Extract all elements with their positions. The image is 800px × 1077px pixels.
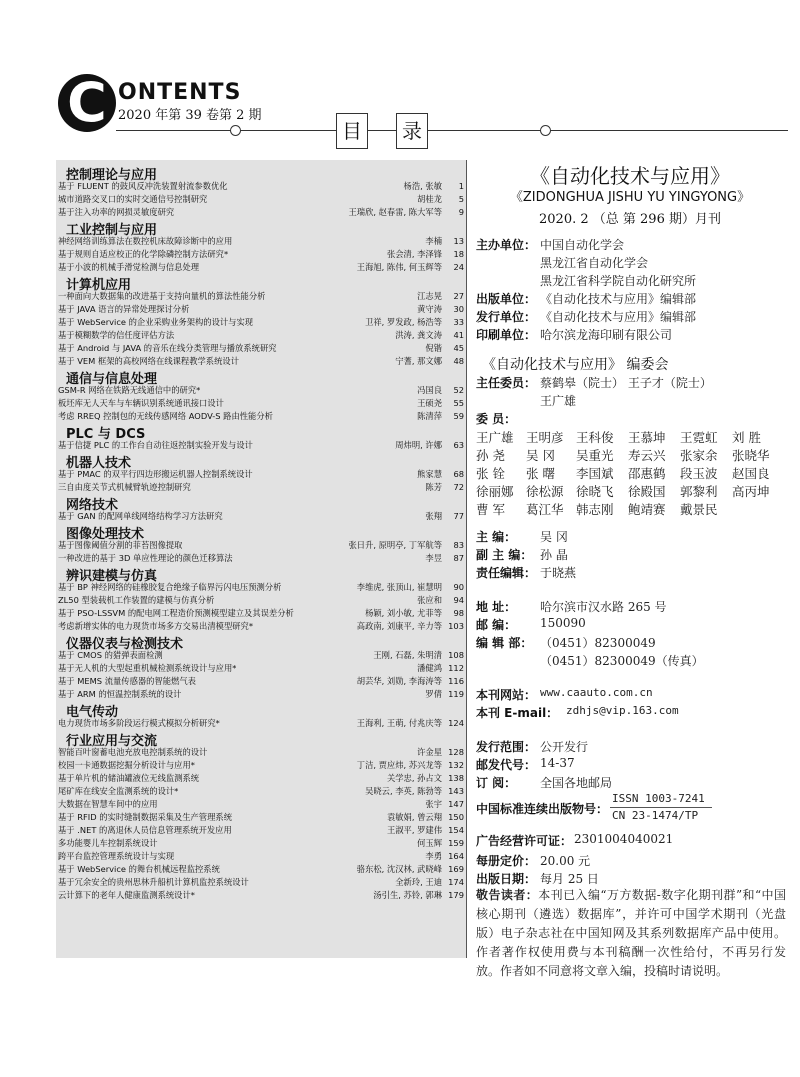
toc-entry[interactable] xyxy=(56,876,466,889)
toc-entry[interactable] xyxy=(56,235,466,248)
toc-entry-page: 68 xyxy=(453,469,464,479)
scope-label: 发行范围： xyxy=(476,740,537,754)
toc-entry[interactable] xyxy=(56,539,466,552)
chief-editor-label: 主 编： xyxy=(476,530,517,544)
toc-entry[interactable] xyxy=(56,342,466,355)
toc-entry-page: 27 xyxy=(453,291,464,301)
toc-entry-page: 33 xyxy=(453,317,464,327)
toc-entry-authors: 关学忠, 孙占文 xyxy=(386,773,442,783)
email-label: 本刊 E-mail： xyxy=(476,706,559,720)
toc-entry[interactable] xyxy=(56,193,466,206)
chief-editor: 吴 冈 xyxy=(540,530,568,544)
toc-entry-authors: 倪锴 xyxy=(425,343,442,353)
toc-entry-page: 138 xyxy=(448,773,464,783)
toc-category xyxy=(64,494,458,513)
toc-category xyxy=(64,633,458,652)
deputy-editor-label: 副 主 编： xyxy=(476,548,533,562)
issn-label: 中国标准连续出版物号： xyxy=(476,802,609,816)
board-member: 高丙坤 xyxy=(732,484,770,499)
toc-entry-authors: 胡桂龙 xyxy=(417,194,442,204)
journal-title: 《自动化技术与应用》 xyxy=(530,164,730,188)
toc-entry[interactable] xyxy=(56,510,466,523)
editorial-dept-label: 编 辑 部： xyxy=(476,636,533,650)
toc-char-mu: 目 xyxy=(336,113,368,149)
toc-entry-title: 云计算下的老年人健康监测系统设计* xyxy=(58,890,195,900)
toc-entry-title: 基于 CMOS 的猎弹表面检测 xyxy=(58,650,163,660)
fax: （0451）82300049（传真） xyxy=(540,654,704,668)
toc-entry-authors: 冯国良 xyxy=(417,385,442,395)
toc-entry[interactable] xyxy=(56,688,466,701)
toc-category xyxy=(64,423,458,442)
toc-entry-page: 179 xyxy=(448,890,464,900)
price: 20.00 元 xyxy=(540,854,591,868)
board-member: 孙 尧 xyxy=(476,448,505,463)
toc-entry-title: 基于冗余安全的贵州思林升船机计算机监控系统设计 xyxy=(58,877,249,887)
toc-entry[interactable] xyxy=(56,303,466,316)
toc-entry-title: 基于 PMAC 的双平行四边形搬运机器人控制系统设计 xyxy=(58,469,253,479)
board-member: 张 曙 xyxy=(526,466,555,481)
toc-entry[interactable] xyxy=(56,594,466,607)
journal-title-pinyin: 《ZIDONGHUA JISHU YU YINGYONG》 xyxy=(509,190,751,205)
toc-entry-page: 108 xyxy=(448,650,464,660)
toc-entry[interactable] xyxy=(56,850,466,863)
toc-entry-page: 30 xyxy=(453,304,464,314)
toc-entry-page: 1 xyxy=(458,181,464,191)
toc-entry[interactable] xyxy=(56,675,466,688)
journal-issue: 2020. 2 （总 第 296 期）月刊 xyxy=(539,212,721,227)
postcode: 150090 xyxy=(540,616,586,630)
toc-entry-title: 基于 .NET 的离退休人员信息管理系统开发应用 xyxy=(58,825,232,835)
distributor: 《自动化技术与应用》编辑部 xyxy=(540,310,697,324)
board-member: 王科俊 xyxy=(576,430,614,445)
toc-entry[interactable] xyxy=(56,746,466,759)
toc-entry-authors: 李维虎, 张顶山, 崔慧明 xyxy=(356,582,442,592)
toc-entry-authors: 许金星 xyxy=(417,747,442,757)
sponsor-3: 黑龙江省科学院自动化研究所 xyxy=(540,274,697,288)
postal-code-label: 邮发代号： xyxy=(476,758,537,772)
toc-entry-page: 119 xyxy=(448,689,464,699)
toc-entry-page: 45 xyxy=(453,343,464,353)
toc-entry-authors: 丁洁, 贾应炜, 苏兴龙等 xyxy=(356,760,442,770)
toc-entry[interactable] xyxy=(56,248,466,261)
toc-entry-title: 基于无人机的大型起重机械检测系统设计与应用* xyxy=(58,663,237,673)
board-heading: 《自动化技术与应用》 编委会 xyxy=(482,357,669,373)
cn-number: CN 23-1474/TP xyxy=(612,809,699,822)
toc-entry-page: 154 xyxy=(448,825,464,835)
sponsor-1: 中国自动化学会 xyxy=(540,238,625,252)
toc-category xyxy=(64,368,458,387)
board-member: 曹 军 xyxy=(476,502,505,517)
toc-entry-authors: 杨浩, 张敏 xyxy=(403,181,442,191)
toc-entry-authors: 何玉辉 xyxy=(417,838,442,848)
sponsor-label: 主办单位： xyxy=(476,238,537,252)
toc-entry-title: 基于 BP 神经网络的硅橡胶复合绝缘子临界污闪电压预测分析 xyxy=(58,582,282,592)
toc-entry[interactable] xyxy=(56,552,466,565)
ad-license-label: 广告经营许可证： xyxy=(476,834,573,848)
toc-entry-title: 基于小波的机械手滑觉检测与信息处理 xyxy=(58,262,200,272)
toc-entry-title: 智能百叶窗蓄电池充放电控制系统的设计 xyxy=(58,747,208,757)
toc-entry-authors: 李勇 xyxy=(425,851,442,861)
issue-line: 2020 年第 39 卷第 2 期 xyxy=(118,108,262,123)
toc-entry-title: 基于 WebService 的企业采购业务架构的设计与实现 xyxy=(58,317,254,327)
contents-logo-c: C xyxy=(58,74,116,132)
board-director-label: 主任委员： xyxy=(476,376,537,390)
toc-entry[interactable] xyxy=(56,439,466,452)
toc-entry-page: 59 xyxy=(453,411,464,421)
board-member: 吴重光 xyxy=(576,448,614,463)
toc-category-title: 通信与信息处理 xyxy=(66,372,158,387)
board-member: 段玉波 xyxy=(680,466,718,481)
reader-notice-label: 敬告读者： xyxy=(476,888,539,902)
toc-entry-page: 41 xyxy=(453,330,464,340)
toc-entry[interactable] xyxy=(56,811,466,824)
website-label: 本刊网站： xyxy=(476,688,537,702)
publisher: 《自动化技术与应用》编辑部 xyxy=(540,292,697,306)
toc-entry[interactable] xyxy=(56,468,466,481)
toc-category-title: 仪器仪表与检测技术 xyxy=(66,637,184,652)
toc-entry[interactable] xyxy=(56,180,466,193)
printer: 哈尔滨龙海印刷有限公司 xyxy=(540,328,673,342)
toc-entry-authors: 陈芳 xyxy=(425,482,442,492)
distributor-label: 发行单位： xyxy=(476,310,537,324)
toc-entry-page: 103 xyxy=(448,621,464,631)
toc-entry-authors: 罗倩 xyxy=(425,689,442,699)
subscribe: 全国各地邮局 xyxy=(540,776,613,790)
toc-entry-page: 150 xyxy=(448,812,464,822)
board-member: 徐丽娜 xyxy=(476,484,514,499)
toc-entry-title: 一种面向大数据集的改进基于支持向量机的算法性能分析 xyxy=(58,291,266,301)
board-member: 王霓虹 xyxy=(680,430,718,445)
toc-entry-title: 基于 ARM 的恒温控制系统的设计 xyxy=(58,689,182,699)
toc-entry-page: 94 xyxy=(453,595,464,605)
postal-code: 14-37 xyxy=(540,756,575,770)
toc-category-title: 控制理论与应用 xyxy=(66,168,158,183)
toc-entry-page: 169 xyxy=(448,864,464,874)
toc-category xyxy=(64,452,458,471)
board-member: 戴景民 xyxy=(680,502,718,517)
toc-entry-page: 83 xyxy=(453,540,464,550)
subscribe-label: 订 阅： xyxy=(476,776,517,790)
toc-entry-page: 9 xyxy=(458,207,464,217)
toc-entry-page: 13 xyxy=(453,236,464,246)
toc-entry-title: 基于 GAN 的配网单线网络结构学习方法研究 xyxy=(58,511,223,521)
toc-entry-title: 多功能婴儿车控制系统设计 xyxy=(58,838,158,848)
toc-entry-authors: 江志晃 xyxy=(417,291,442,301)
toc-entry-page: 174 xyxy=(448,877,464,887)
toc-char-lu: 录 xyxy=(396,113,428,149)
toc-entry[interactable] xyxy=(56,397,466,410)
toc-entry-authors: 张翔 xyxy=(425,511,442,521)
toc-entry[interactable] xyxy=(56,329,466,342)
board-members-label: 委 员： xyxy=(476,412,517,426)
toc-entry-page: 5 xyxy=(458,194,464,204)
sponsor-2: 黑龙江省自动化学会 xyxy=(540,256,649,270)
issn-divider xyxy=(610,807,712,808)
toc-entry-page: 164 xyxy=(448,851,464,861)
board-member: 张晓华 xyxy=(732,448,770,463)
board-member: 张 铨 xyxy=(476,466,505,481)
toc-entry[interactable] xyxy=(56,863,466,876)
toc-entry[interactable] xyxy=(56,785,466,798)
toc-entry-title: ZL50 型装载机工作装置的建模与仿真分析 xyxy=(58,595,215,605)
toc-entry[interactable] xyxy=(56,620,466,633)
toc-entry-page: 147 xyxy=(448,799,464,809)
phone: （0451）82300049 xyxy=(540,636,656,650)
toc-entry-authors: 王刚, 石磊, 朱明清 xyxy=(373,650,442,660)
website: www.caauto.com.cn xyxy=(540,686,653,699)
toc-entry[interactable] xyxy=(56,824,466,837)
toc-entry-title: 校园一卡通数据挖掘分析设计与应用* xyxy=(58,760,195,770)
board-member: 葛江华 xyxy=(526,502,564,517)
toc-entry[interactable] xyxy=(56,649,466,662)
printer-label: 印刷单位： xyxy=(476,328,537,342)
toc-entry-title: 基于 WebService 的舞台机械远程监控系统 xyxy=(58,864,220,874)
toc-category-title: 电气传动 xyxy=(66,705,119,720)
toc-entry[interactable] xyxy=(56,261,466,274)
toc-entry-title: 基于注入功率的网损灵敏度研究 xyxy=(58,207,175,217)
toc-category-title: 辨识建模与仿真 xyxy=(66,569,158,584)
postcode-label: 邮 编： xyxy=(476,618,517,632)
toc-entry-authors: 胡芸华, 刘勋, 李海涛等 xyxy=(356,676,442,686)
toc-entry-title: 一种改进的基于 3D 单应性理论的颜色迁移算法 xyxy=(58,553,233,563)
board-directors: 蔡鹤皋（院士） 王子才（院士） xyxy=(540,376,712,390)
toc-category xyxy=(64,274,458,293)
toc-entry-page: 55 xyxy=(453,398,464,408)
board-member: 邵惠鹤 xyxy=(628,466,666,481)
toc-entry-authors: 吴晓云, 李英, 陈勃等 xyxy=(365,786,442,796)
contents-heading: ONTENTS xyxy=(118,80,242,105)
toc-entry-title: 基于模糊数学的信任度评估方法 xyxy=(58,330,175,340)
ad-license: 2301004040021 xyxy=(574,832,674,846)
toc-entry[interactable] xyxy=(56,889,466,902)
toc-entry-page: 116 xyxy=(448,676,464,686)
toc-category xyxy=(64,730,458,749)
toc-entry-authors: 王海旭, 陈伟, 何玉辉等 xyxy=(356,262,442,272)
toc-entry-title: 基于规则自适应校正的化学除磷控制方法研究* xyxy=(58,249,229,259)
address-label: 地 址： xyxy=(476,600,517,614)
toc-entry-authors: 杨颖, 刘小敏, 尤菲等 xyxy=(365,608,442,618)
toc-category xyxy=(64,164,458,183)
toc-entry-authors: 李楠 xyxy=(425,236,442,246)
toc-entry-authors: 熊家慧 xyxy=(417,469,442,479)
board-member: 李国斌 xyxy=(576,466,614,481)
board-member: 韩志刚 xyxy=(576,502,614,517)
toc-entry-page: 52 xyxy=(453,385,464,395)
toc-entry-page: 112 xyxy=(448,663,464,673)
toc-entry-page: 90 xyxy=(453,582,464,592)
toc-entry-authors: 王海利, 王萌, 付兆庆等 xyxy=(356,718,442,728)
toc-entry-title: 跨平台监控管理系统设计与实现 xyxy=(58,851,175,861)
toc-entry-authors: 骆东松, 沈汉林, 武晓峰 xyxy=(356,864,442,874)
toc-entry-title: 基于信捷 PLC 的工作台自动往返控制实验开发与设计 xyxy=(58,440,253,450)
board-member: 张家余 xyxy=(680,448,718,463)
toc-entry-authors: 张日升, 原明亭, 丁军航等 xyxy=(348,540,442,550)
toc-entry[interactable] xyxy=(56,316,466,329)
toc-entry[interactable] xyxy=(56,607,466,620)
toc-entry-authors: 李昱 xyxy=(425,553,442,563)
toc-category xyxy=(64,219,458,238)
toc-entry[interactable] xyxy=(56,355,466,368)
toc-entry-title: GSM-R 网络在铁路无线通信中的研究* xyxy=(58,385,201,395)
toc-entry-page: 124 xyxy=(448,718,464,728)
toc-entry-page: 72 xyxy=(453,482,464,492)
toc-entry-page: 48 xyxy=(453,356,464,366)
toc-category-title: PLC 与 DCS xyxy=(66,427,146,442)
toc-entry-page: 143 xyxy=(448,786,464,796)
rule-dot-right xyxy=(540,125,551,136)
board-member: 徐殿国 xyxy=(628,484,666,499)
toc-entry-title: 基于单片机的储油罐液位无线监测系统 xyxy=(58,773,200,783)
toc-entry-page: 128 xyxy=(448,747,464,757)
toc-entry-authors: 王瑞欣, 赵春雷, 陈大军等 xyxy=(348,207,442,217)
toc-entry-title: 基于图像阈值分割的菲苔图像提取 xyxy=(58,540,183,550)
toc-entry-authors: 袁敏娟, 曾云翔 xyxy=(386,812,442,822)
pub-date: 每月 25 日 xyxy=(540,872,599,886)
column-divider xyxy=(466,160,467,958)
board-member: 寿云兴 xyxy=(628,448,666,463)
toc-entry-title: 基于 Android 与 JAVA 的音乐在线分类管理与播放系统研究 xyxy=(58,343,277,353)
toc-entry-title: 基于 PSO-LSSVM 的配电网工程造价预测模型建立及其误差分析 xyxy=(58,608,294,618)
scope: 公开发行 xyxy=(540,740,589,754)
toc-entry-authors: 陈清萍 xyxy=(417,411,442,421)
toc-entry[interactable] xyxy=(56,384,466,397)
board-member: 郭黎利 xyxy=(680,484,718,499)
toc-entry-title: 大数据在智慧车间中的应用 xyxy=(58,799,158,809)
address: 哈尔滨市汉水路 265 号 xyxy=(540,600,667,614)
toc-entry-page: 77 xyxy=(453,511,464,521)
toc-entry-title: 神经网络训练算法在数控机床故障诊断中的应用 xyxy=(58,236,233,246)
toc-category xyxy=(64,565,458,584)
board-member: 刘 胜 xyxy=(732,430,761,445)
reader-notice-text: 本刊已入编“万方数据-数字化期刊群”和“中国核心期刊（遴选）数据库”，并许可中国学术期刊（光盘版）电子杂志社在中国知网及其系列数据库产品中使用。作者著作权使用费与本刊稿酬一次性给付，不再另行发放。作者如不同意将文章入编，投稿时请说明。 xyxy=(476,888,786,978)
price-label: 每册定价： xyxy=(476,854,537,868)
toc-entry-authors: 潘健鸿 xyxy=(417,663,442,673)
pub-date-label: 出版日期： xyxy=(476,872,537,886)
toc-entry[interactable] xyxy=(56,662,466,675)
toc-entry[interactable] xyxy=(56,581,466,594)
toc-entry-authors: 黄守涛 xyxy=(417,304,442,314)
toc-entry-authors: 卫祥, 罗发政, 杨浩等 xyxy=(365,317,442,327)
toc-entry-title: 尾矿库在线安全监测系统的设计* xyxy=(58,786,179,796)
toc-entry-title: 城市道路交叉口的实时交通信号控制研究 xyxy=(58,194,208,204)
toc-entry-authors: 王淑平, 罗建伟 xyxy=(386,825,442,835)
board-member: 王广雄 xyxy=(476,430,514,445)
toc-category-title: 工业控制与应用 xyxy=(66,223,158,238)
toc-entry-page: 159 xyxy=(448,838,464,848)
board-member: 徐松源 xyxy=(526,484,564,499)
toc-entry-title: 电力现货市场多阶段运行模式模拟分析研究* xyxy=(58,718,220,728)
toc-entry-authors: 张会清, 李泽锋 xyxy=(386,249,442,259)
toc-entry-authors: 全新玲, 王迪 xyxy=(395,877,442,887)
toc-entry-authors: 汤引生, 苏铃, 郭琳 xyxy=(373,890,442,900)
toc-entry[interactable] xyxy=(56,837,466,850)
board-directors-2: 王广雄 xyxy=(540,394,577,408)
toc-entry-authors: 张应和 xyxy=(417,595,442,605)
board-member: 王明彦 xyxy=(526,430,564,445)
toc-entry-title: 基于 VEM 框架的高校网络在线课程教学系统设计 xyxy=(58,356,239,366)
toc-entry[interactable] xyxy=(56,798,466,811)
toc-entry-authors: 周炜明, 许娜 xyxy=(395,440,442,450)
deputy-editor: 孙 晶 xyxy=(540,548,568,562)
header-rule xyxy=(116,130,788,131)
toc-entry[interactable] xyxy=(56,410,466,423)
duty-editor: 于晓燕 xyxy=(540,566,577,580)
toc-entry[interactable] xyxy=(56,717,466,730)
toc-entry[interactable] xyxy=(56,290,466,303)
toc-category-title: 网络技术 xyxy=(66,498,119,513)
toc-entry-title: 基于 RFID 的实时缝制数据采集及生产管理系统 xyxy=(58,812,232,822)
toc-entry-title: 板坯库无人天车与车辆识别系统通讯接口设计 xyxy=(58,398,224,408)
toc-category-title: 图像处理技术 xyxy=(66,527,145,542)
toc-entry-page: 24 xyxy=(453,262,464,272)
board-member: 赵国良 xyxy=(732,466,770,481)
toc-category-title: 行业应用与交流 xyxy=(66,734,158,749)
issn: ISSN 1003-7241 xyxy=(612,792,705,805)
toc-entry[interactable] xyxy=(56,759,466,772)
toc-entry-title: 三自由度关节式机械臂轨迹控制研究 xyxy=(58,482,191,492)
board-member: 吴 冈 xyxy=(526,448,555,463)
toc-category xyxy=(64,701,458,720)
toc-category xyxy=(64,523,458,542)
toc-entry-authors: 宁蓍, 那文娜 xyxy=(395,356,442,366)
toc-entry-page: 132 xyxy=(448,760,464,770)
toc-entry[interactable] xyxy=(56,772,466,785)
board-member: 徐晓飞 xyxy=(576,484,614,499)
reader-notice xyxy=(476,886,786,981)
toc-category-title: 计算机应用 xyxy=(66,278,132,293)
rule-dot-left xyxy=(230,125,241,136)
board-member: 鲍靖赛 xyxy=(628,502,666,517)
toc-entry-title: 基于 JAVA 语言的异常处理探讨分析 xyxy=(58,304,190,314)
email: zdhjs@vip.163.com xyxy=(566,704,679,717)
board-member: 王慕坤 xyxy=(628,430,666,445)
publisher-label: 出版单位： xyxy=(476,292,537,306)
toc-category-title: 机器人技术 xyxy=(66,456,132,471)
toc-entry-page: 63 xyxy=(453,440,464,450)
toc-entry[interactable] xyxy=(56,481,466,494)
toc-entry-title: 基于 FLUENT 的鼓风反冲洗装置射流参数优化 xyxy=(58,181,228,191)
toc-entry-title: 基于 MEMS 流量传感器的智能燃气表 xyxy=(58,676,196,686)
toc-entry-authors: 王硕尧 xyxy=(417,398,442,408)
toc-entry[interactable] xyxy=(56,206,466,219)
duty-editor-label: 责任编辑： xyxy=(476,566,537,580)
toc-entry-authors: 洪涛, 龚文涛 xyxy=(395,330,442,340)
toc-entry-title: 考虑新增实体的电力现货市场多方交易出清模型研究* xyxy=(58,621,253,631)
toc-entry-page: 18 xyxy=(453,249,464,259)
toc-entry-page: 87 xyxy=(453,553,464,563)
toc-entry-authors: 高政南, 刘康平, 辛力等 xyxy=(356,621,442,631)
toc-entry-page: 98 xyxy=(453,608,464,618)
toc-entry-title: 考虑 RREQ 控制包的无线传感网络 AODV-S 路由性能分析 xyxy=(58,411,273,421)
toc-entry-authors: 张宇 xyxy=(425,799,442,809)
